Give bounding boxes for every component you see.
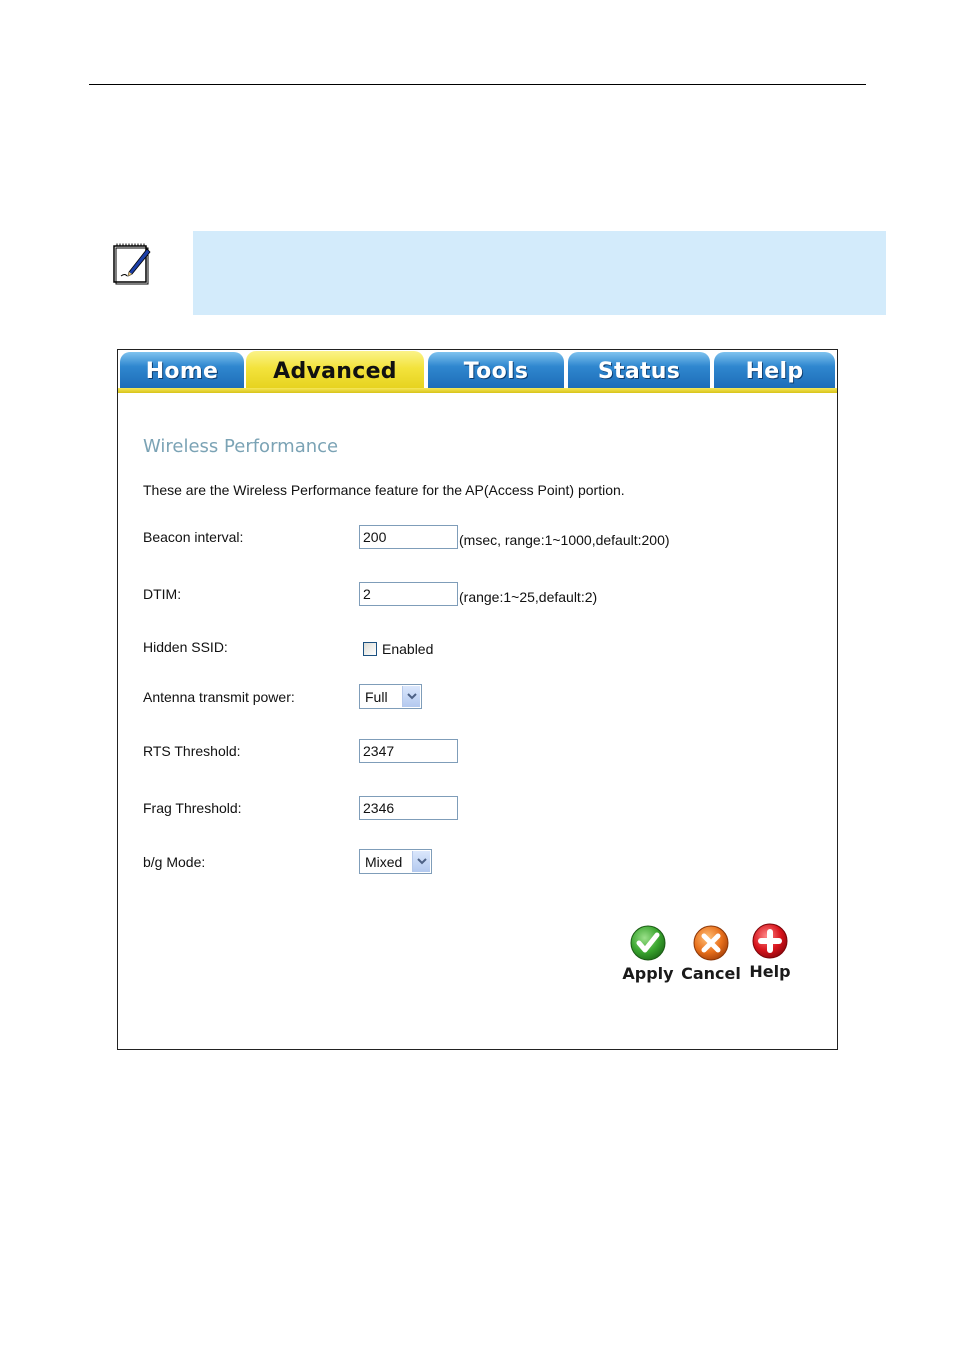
section-title: Wireless Performance: [143, 436, 339, 457]
section-description: These are the Wireless Performance feature for the AP(Access Point) portion.: [143, 482, 625, 498]
dtim-label: DTIM:: [143, 586, 182, 602]
rts-threshold-label: RTS Threshold:: [143, 743, 241, 759]
beacon-interval-input[interactable]: [359, 525, 458, 549]
tab-home[interactable]: Home: [120, 352, 244, 388]
rts-threshold-input[interactable]: [359, 739, 458, 763]
note-box: [193, 231, 886, 315]
apply-button[interactable]: [620, 924, 676, 983]
beacon-interval-label: Beacon interval:: [143, 529, 244, 545]
hidden-ssid-checkbox[interactable]: [363, 642, 377, 656]
antenna-power-select[interactable]: [359, 684, 422, 709]
chevron-down-icon[interactable]: [412, 851, 430, 872]
chevron-down-icon[interactable]: [402, 686, 420, 707]
cancel-label: Cancel: [681, 964, 741, 983]
notepad-pen-icon: [112, 243, 152, 285]
green-check-icon: [629, 924, 667, 962]
antenna-power-selected: Full: [365, 688, 388, 705]
hidden-ssid-control: [363, 639, 433, 659]
orange-x-icon: [692, 924, 730, 962]
hidden-ssid-checkbox-label[interactable]: Enabled: [382, 641, 434, 657]
apply-label: Apply: [622, 964, 674, 983]
antenna-power-label: Antenna transmit power:: [143, 689, 295, 705]
bg-mode-selected: Mixed: [365, 853, 403, 870]
hidden-ssid-label: Hidden SSID:: [143, 639, 228, 655]
dtim-hint: (range:1~25,default:2): [459, 589, 598, 605]
bg-mode-label: b/g Mode:: [143, 854, 206, 870]
bg-mode-select[interactable]: [359, 849, 432, 874]
router-admin-panel: [117, 349, 838, 1050]
cancel-button[interactable]: [681, 924, 741, 983]
beacon-interval-hint: (msec, range:1~1000,default:200): [459, 532, 670, 548]
top-rule: [89, 84, 866, 85]
tab-status[interactable]: Status: [568, 352, 710, 388]
tab-help[interactable]: Help: [714, 352, 835, 388]
help-button[interactable]: [748, 922, 792, 981]
tab-advanced[interactable]: Advanced: [246, 351, 424, 389]
red-plus-icon: [751, 922, 789, 960]
frag-threshold-input[interactable]: [359, 796, 458, 820]
tab-bar: [118, 350, 837, 394]
frag-threshold-label: Frag Threshold:: [143, 800, 242, 816]
dtim-input[interactable]: [359, 582, 458, 606]
help-label: Help: [749, 962, 791, 981]
tab-tools[interactable]: Tools: [428, 352, 564, 388]
tab-bar-underline: [118, 388, 837, 393]
